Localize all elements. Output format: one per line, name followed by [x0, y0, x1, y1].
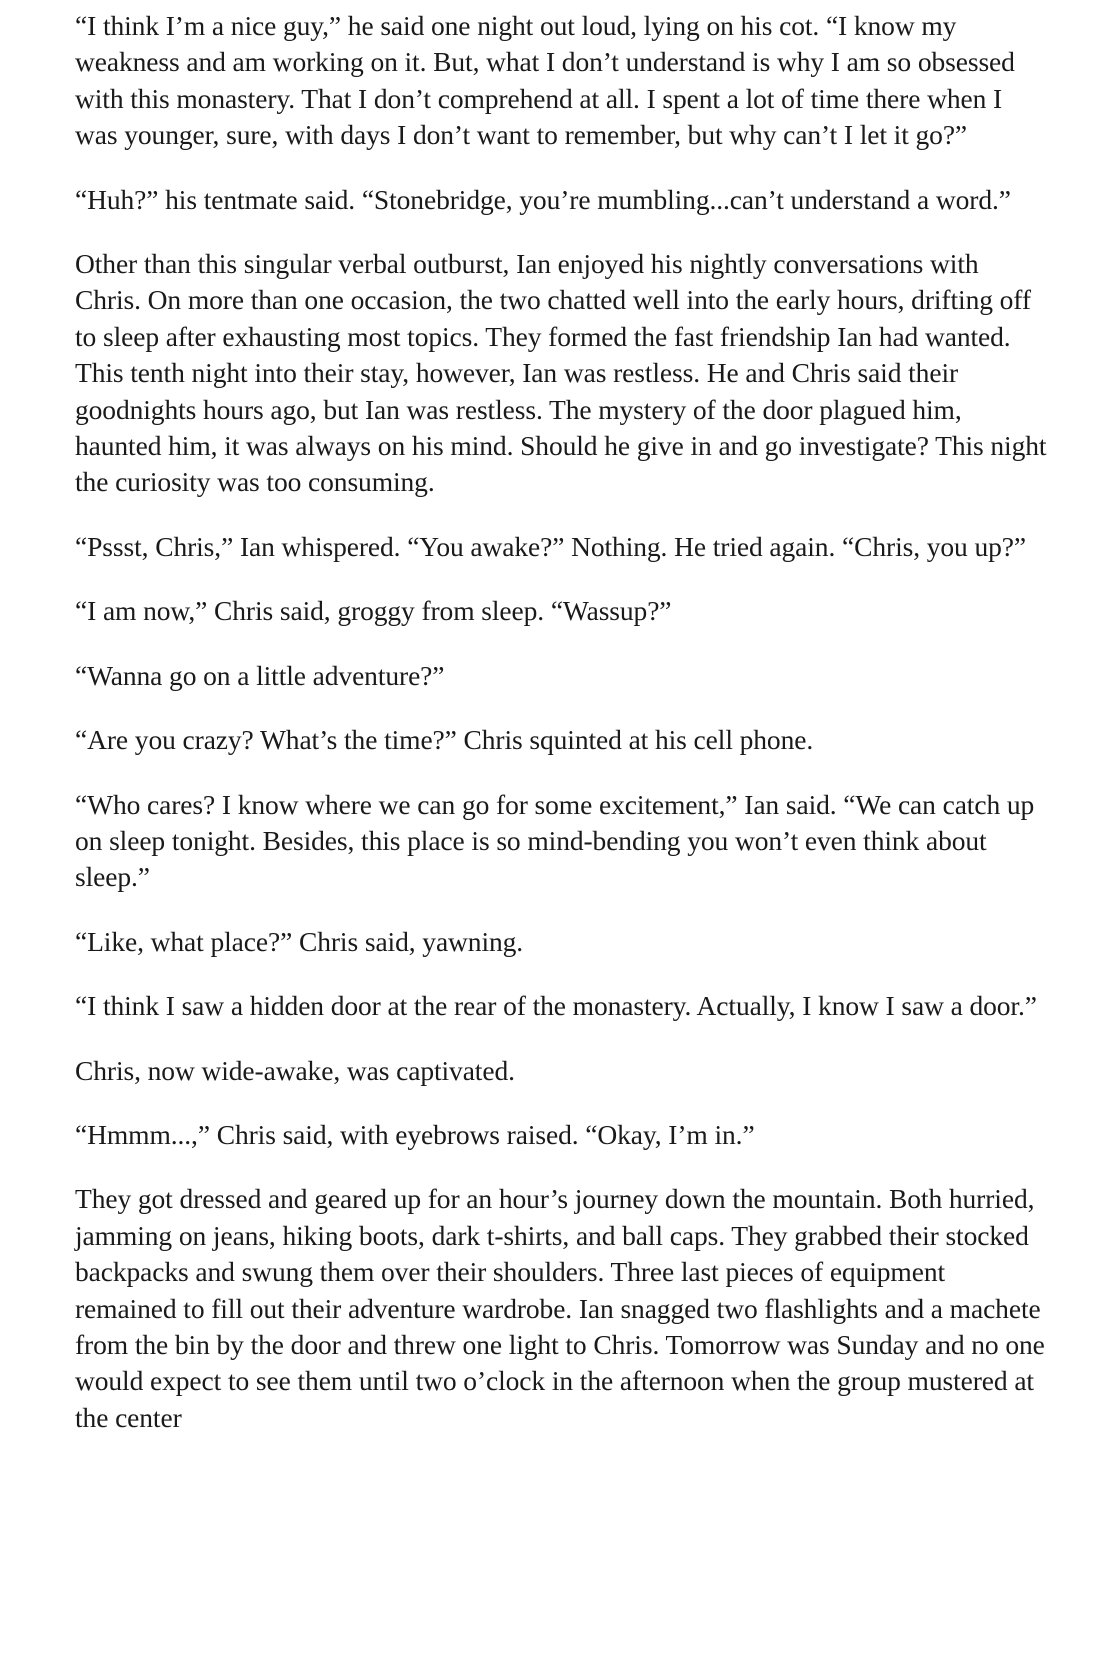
paragraph: “Who cares? I know where we can go for some excitement,” Ian said. “We can catch up on sleep tonight. Besides, this place is so mind-bending you won’t even think about sleep.” — [75, 788, 1035, 893]
paragraph: Chris, now wide-awake, was captivated. — [75, 1054, 515, 1086]
paragraph: “I think I saw a hidden door at the rear of the monastery. Actually, I know I saw a door.” — [75, 990, 1037, 1022]
paragraph: “Like, what place?” Chris said, yawning. — [75, 925, 524, 957]
paragraph: Other than this singular verbal outburst, Ian enjoyed his nightly conversations with Chris. On more than one occasion, the two chatted well into the early hours, drifting off to sleep after exhausting most topics. They formed the fast friendship Ian had wanted. This tenth night into their stay, however, Ian was restless. He and Chris said their goodnights hours ago, but Ian was restless. The mystery of the door plagued him, haunted him, it was always on his mind. Should he give in and go investigate? This night the curiosity was too consuming. — [75, 248, 1047, 498]
paragraph: “Hmmm...,” Chris said, with eyebrows raised. “Okay, I’m in.” — [75, 1118, 755, 1150]
paragraph: They got dressed and geared up for an hour’s journey down the mountain. Both hurried, jamming on jeans, hiking boots, dark t-shirts, and ball caps. They grabbed their stocked backpacks and swung them over their shoulders. Three last pieces of equipment remained to fill out their adventure wardrobe. Ian snagged two flashlights and a machete from the bin by the door and threw one light to Chris. Tomorrow was Sunday and no one would expect to see them until two o’clock in the afternoon when the group mustered at the center — [75, 1183, 1045, 1433]
paragraph: “I am now,” Chris said, groggy from sleep. “Wassup?” — [75, 595, 672, 627]
paragraph: “Are you crazy? What’s the time?” Chris squinted at his cell phone. — [75, 724, 814, 756]
paragraph: “Huh?” his tentmate said. “Stonebridge, you’re mumbling...can’t understand a word.” — [75, 183, 1011, 215]
paragraph: “Wanna go on a little adventure?” — [75, 659, 445, 691]
paragraph: “Pssst, Chris,” Ian whispered. “You awake?” Nothing. He tried again. “Chris, you up?” — [75, 530, 1026, 562]
document-page — [75, 8, 1050, 1464]
paragraph: “I think I’m a nice guy,” he said one night out loud, lying on his cot. “I know my weakness and am working on it. But, what I don’t understand is why I am so obsessed with this monastery. That I don’t comprehend at all. I spent a lot of time there when I was younger, sure, with days I don’t want to remember, but why can’t I let it go?” — [75, 10, 1015, 151]
